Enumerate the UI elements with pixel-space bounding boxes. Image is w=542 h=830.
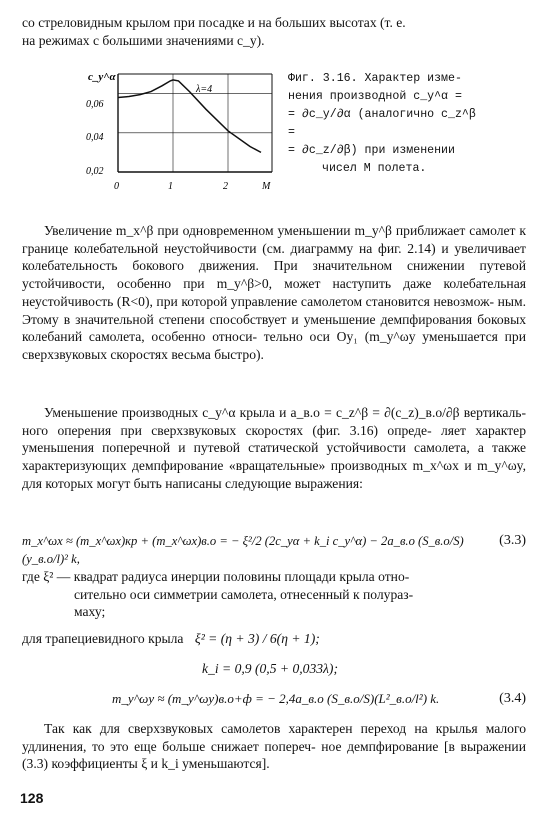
text-line: (R<0), при которой управление самолетом становится невозмож-: [116, 293, 495, 309]
top-paragraph: [22, 14, 526, 49]
text-line: тельно оси Oy₁ (m_y^ωy уменьшается при сверхзвуковых скоростях: [22, 329, 527, 362]
equation-body: m_y^ωy ≈ (m_y^ωy)в.о+ф = − 2,4a_в.о (S_в.о/S)(L²_в.о/l²) k.: [112, 691, 440, 706]
plot-frame: [118, 74, 272, 172]
text-line: ного оперения при сверхзвуковых скоростях (фиг. 3.16) опреде-: [22, 422, 432, 438]
text-line: где ξ² — квадрат радиуса инерции половины площади крыла отно-: [22, 569, 410, 584]
text-line: устойчивости самолета, а также характеризующих демпфирование: [22, 440, 526, 474]
x-axis-label: M: [262, 181, 271, 192]
equation-number: (3.4): [499, 691, 526, 706]
text-line: на фиг. 2.14) и увеличивает колебательность бокового движения.: [22, 240, 526, 274]
text-line: «вращательные» производных m_x^ωx и m_y^ωy, для которых могут быть: [22, 458, 526, 491]
text-line: сительно оси симметрии самолета, отнесенный к полураз-: [74, 586, 414, 602]
trapezoid-line: [22, 630, 526, 648]
text-line: m_y^β>0, может наступить даже колебательная неустойчивость: [22, 276, 526, 309]
text-line: Уменьшение производных c_y^α крыла и a_в.о = c_z^β = ∂(c_z)_в.о/∂β вертикаль-: [44, 405, 526, 420]
ki-formula: k_i = 0,9 (0,5 + 0,033λ);: [202, 661, 338, 676]
text-line: весьма быстро).: [171, 346, 264, 362]
text-line: При значительном снижении путевой устойчивости, особенно при: [22, 258, 526, 292]
text-line: Увеличение m_x^β при одновременном уменьшении m_y^β приближает: [44, 223, 466, 238]
y-tick-label: 0,02: [86, 166, 104, 177]
caption-line: = ∂c_y/∂α (аналогично c_z^β =: [288, 108, 476, 139]
caption-line: Фиг. 3.16. Характер изме-: [288, 72, 462, 85]
text-line: на крылья малого удлинения, то это еще больше снижает попереч-: [22, 721, 526, 754]
text-line: на режимах с большими значениями c_y).: [22, 32, 265, 48]
curve-label: λ=4: [196, 84, 213, 95]
text-line: демпфирования боковых колебаний самолета, особенно относи-: [22, 311, 527, 345]
x-tick-label: 1: [168, 181, 173, 192]
y-tick-label: 0,06: [86, 99, 104, 110]
x-tick-label: 2: [223, 181, 228, 192]
y-axis-label: c_y^α: [88, 71, 116, 83]
equation-number: (3.3): [499, 533, 526, 548]
chart-svg: [84, 66, 284, 196]
caption-line: чисел M полета.: [322, 162, 427, 175]
trapezoid-formula: ξ² = (η + 3) / 6(η + 1);: [194, 631, 320, 646]
text-line: самолет к границе колебательной неустойчивости (см. диаграмму: [22, 223, 527, 256]
text-line: написаны следующие выражения:: [165, 475, 363, 491]
text-line: Так как для сверхзвуковых самолетов характерен переход: [44, 721, 407, 736]
page-number: 128: [20, 790, 44, 806]
paragraph-3: [22, 720, 526, 773]
equation-3-4: [22, 690, 526, 709]
text-line: ное демпфирование [в выражении (3.3) коэффициенты ξ и k_i: [22, 738, 526, 772]
x-tick-label: 0: [114, 181, 119, 192]
series-line: [118, 80, 261, 152]
paragraph-2: [22, 404, 526, 493]
equation-3-3: [22, 532, 526, 569]
figure-3-16: [84, 66, 284, 196]
paragraph-1: [22, 222, 526, 364]
equation-body: m_x^ωx ≈ (m_x^ωx)кр + (m_x^ωx)в.о = − ξ²/2 (2c_yα + k_i c_y^α) − 2a_в.о (S_в.о/S)(y_в.о/l)² k,: [22, 534, 464, 566]
text-line: маху;: [74, 604, 106, 620]
where-clause: [22, 568, 526, 621]
text-line: со стреловидным крылом при посадке и на больших высотах (т. е.: [22, 15, 406, 30]
caption-line: нения производной c_y^α =: [288, 90, 462, 103]
caption-line: = ∂c_z/∂β) при изменении: [288, 144, 455, 157]
figure-caption: [288, 70, 478, 178]
text-line: уменьшаются].: [182, 756, 270, 772]
text-line: ным. Этому в значительной степени способствует и уменьшение: [22, 293, 526, 327]
y-tick-label: 0,04: [86, 132, 104, 143]
text-label: для трапециевидного крыла: [22, 631, 184, 646]
text-line: ляет характер уменьшения поперечной и путевой статической: [22, 422, 526, 456]
